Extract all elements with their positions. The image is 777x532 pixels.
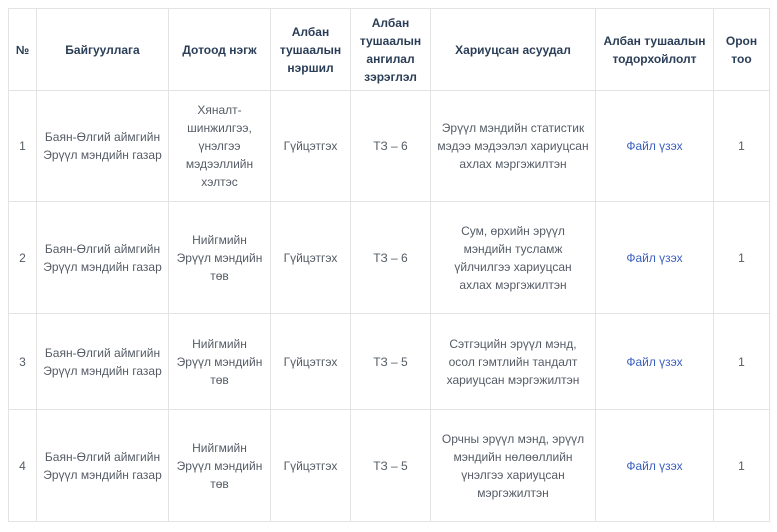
cell-count: 1 [714, 410, 770, 522]
cell-grade: ТЗ – 5 [351, 314, 431, 410]
cell-unit: Нийгмийн Эрүүл мэндийн төв [169, 410, 271, 522]
cell-grade: ТЗ – 6 [351, 202, 431, 314]
cell-number: 3 [9, 314, 37, 410]
cell-count: 1 [714, 91, 770, 202]
cell-description [596, 91, 714, 202]
cell-position: Гүйцэтгэх [271, 410, 351, 522]
view-file-link[interactable]: Файл үзэх [626, 458, 683, 473]
cell-unit: Нийгмийн Эрүүл мэндийн төв [169, 202, 271, 314]
cell-responsibility: Сэтгэцийн эрүүл мэнд, осол гэмтлийн тандалт хариуцсан мэргэжилтэн [431, 314, 596, 410]
view-file-link[interactable]: Файл үзэх [626, 139, 683, 153]
cell-organization: Баян-Өлгий аймгийн Эрүүл мэндийн газар [37, 202, 169, 314]
cell-count: 1 [714, 314, 770, 410]
header-number: № [9, 9, 37, 91]
cell-responsibility: Эрүүл мэндийн статистик мэдээ мэдээлэл хариуцсан ахлах мэргэжилтэн [431, 91, 596, 202]
cell-position: Гүйцэтгэх [271, 314, 351, 410]
header-position-name: Албан тушаалын нэршил [271, 9, 351, 91]
cell-unit: Нийгмийн Эрүүл мэндийн төв [169, 314, 271, 410]
header-unit: Дотоод нэгж [169, 9, 271, 91]
cell-unit: Хяналт-шинжилгээ, үнэлгээ мэдээллийн хэлтэс [169, 91, 271, 202]
cell-count: 1 [714, 202, 770, 314]
view-file-link[interactable]: Файл үзэх [626, 354, 683, 369]
cell-responsibility: Орчны эрүүл мэнд, эрүүл мэндийн нөлөөллийн үнэлгээ хариуцсан мэргэжилтэн [431, 410, 596, 522]
table-row [9, 202, 770, 314]
cell-number: 4 [9, 410, 37, 522]
cell-number: 2 [9, 202, 37, 314]
cell-grade: ТЗ – 6 [351, 91, 431, 202]
positions-table [8, 8, 770, 522]
cell-description [596, 314, 714, 410]
table-row [9, 91, 770, 202]
view-file-link[interactable]: Файл үзэх [626, 250, 683, 265]
cell-description [596, 410, 714, 522]
header-position-grade: Албан тушаалын ангилал зэрэглэл [351, 9, 431, 91]
cell-organization: Баян-Өлгий аймгийн Эрүүл мэндийн газар [37, 314, 169, 410]
cell-number: 1 [9, 91, 37, 202]
positions-table-container [8, 8, 769, 522]
cell-position: Гүйцэтгэх [271, 202, 351, 314]
cell-organization: Баян-Өлгий аймгийн Эрүүл мэндийн газар [37, 410, 169, 522]
header-responsibility: Хариуцсан асуудал [431, 9, 596, 91]
header-count: Орон тоо [714, 9, 770, 91]
cell-position: Гүйцэтгэх [271, 91, 351, 202]
cell-organization: Баян-Өлгий аймгийн Эрүүл мэндийн газар [37, 91, 169, 202]
table-header-row [9, 9, 770, 91]
header-organization: Байгууллага [37, 9, 169, 91]
table-row [9, 410, 770, 522]
header-position-description: Албан тушаалын тодорхойлолт [596, 9, 714, 91]
table-row [9, 314, 770, 410]
cell-responsibility: Сум, өрхийн эрүүл мэндийн тусламж үйлчилгээ хариуцсан ахлах мэргэжилтэн [431, 202, 596, 314]
cell-grade: ТЗ – 5 [351, 410, 431, 522]
cell-description [596, 202, 714, 314]
